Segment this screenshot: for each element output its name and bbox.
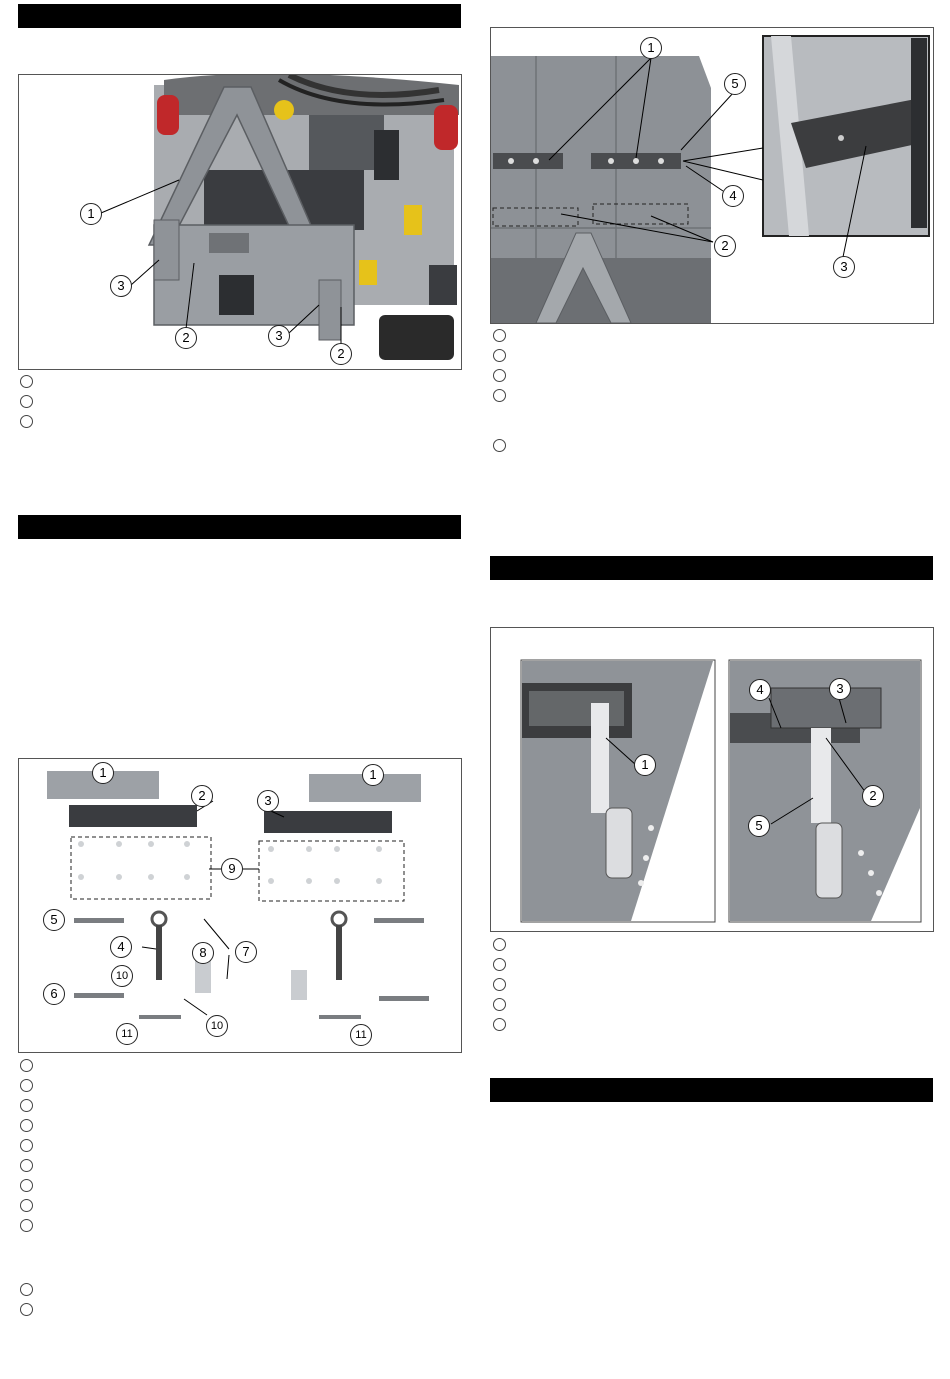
legend-marker <box>20 1139 33 1152</box>
legend-marker <box>20 375 33 388</box>
legend-marker <box>493 369 506 382</box>
callout-3: 3 <box>257 790 279 812</box>
callout-6: 6 <box>43 983 65 1005</box>
legend-marker <box>493 978 506 991</box>
callout-1: 1 <box>92 762 114 784</box>
callout-11: 11 <box>116 1023 138 1045</box>
callout-1: 1 <box>640 37 662 59</box>
bracket-photo-illustration <box>491 28 933 323</box>
legend-marker <box>20 1159 33 1172</box>
legend-marker <box>20 1179 33 1192</box>
legend-marker <box>493 329 506 342</box>
callout-2: 2 <box>191 785 213 807</box>
section-header-bar <box>490 556 933 580</box>
legend-marker <box>20 1059 33 1072</box>
callout-2: 2 <box>714 235 736 257</box>
callout-3: 3 <box>110 275 132 297</box>
callout-10: 10 <box>111 965 133 987</box>
legend-marker <box>493 389 506 402</box>
legend-marker <box>20 1303 33 1316</box>
legend-marker <box>20 1199 33 1212</box>
callout-3: 3 <box>829 678 851 700</box>
callout-2: 2 <box>175 327 197 349</box>
callout-9: 9 <box>221 858 243 880</box>
section-header-bar <box>18 515 461 539</box>
callout-3: 3 <box>833 256 855 278</box>
legend-marker <box>493 1018 506 1031</box>
callout-5: 5 <box>43 909 65 931</box>
legend-marker <box>20 1219 33 1232</box>
legend-marker <box>20 1079 33 1092</box>
legend-marker <box>493 938 506 951</box>
legend-marker <box>493 349 506 362</box>
legend-marker <box>20 1099 33 1112</box>
callout-7: 7 <box>235 941 257 963</box>
callout-11: 11 <box>350 1024 372 1046</box>
legend-marker <box>493 998 506 1011</box>
callout-1: 1 <box>362 764 384 786</box>
rod-end-illustration <box>491 628 933 931</box>
figure-parts-kit <box>18 758 462 1053</box>
callout-1: 1 <box>634 754 656 776</box>
callout-2: 2 <box>330 343 352 365</box>
legend-marker <box>20 1283 33 1296</box>
callout-5: 5 <box>724 73 746 95</box>
callout-10: 10 <box>206 1015 228 1037</box>
figure-rod-end-mounting <box>490 627 934 932</box>
legend-marker <box>493 439 506 452</box>
figure-hitch-photo <box>18 74 462 370</box>
callout-4: 4 <box>722 185 744 207</box>
legend-marker <box>20 1119 33 1132</box>
parts-kit-illustration <box>19 759 461 1052</box>
section-header-bar <box>490 1078 933 1102</box>
section-header-bar <box>18 4 461 28</box>
callout-4: 4 <box>110 936 132 958</box>
callout-8: 8 <box>192 942 214 964</box>
callout-2: 2 <box>862 785 884 807</box>
legend-marker <box>493 958 506 971</box>
callout-4: 4 <box>749 679 771 701</box>
callout-3: 3 <box>268 325 290 347</box>
legend-marker <box>20 395 33 408</box>
figure-bracket-position-photo <box>490 27 934 324</box>
callout-5: 5 <box>748 815 770 837</box>
legend-marker <box>20 415 33 428</box>
callout-1: 1 <box>80 203 102 225</box>
